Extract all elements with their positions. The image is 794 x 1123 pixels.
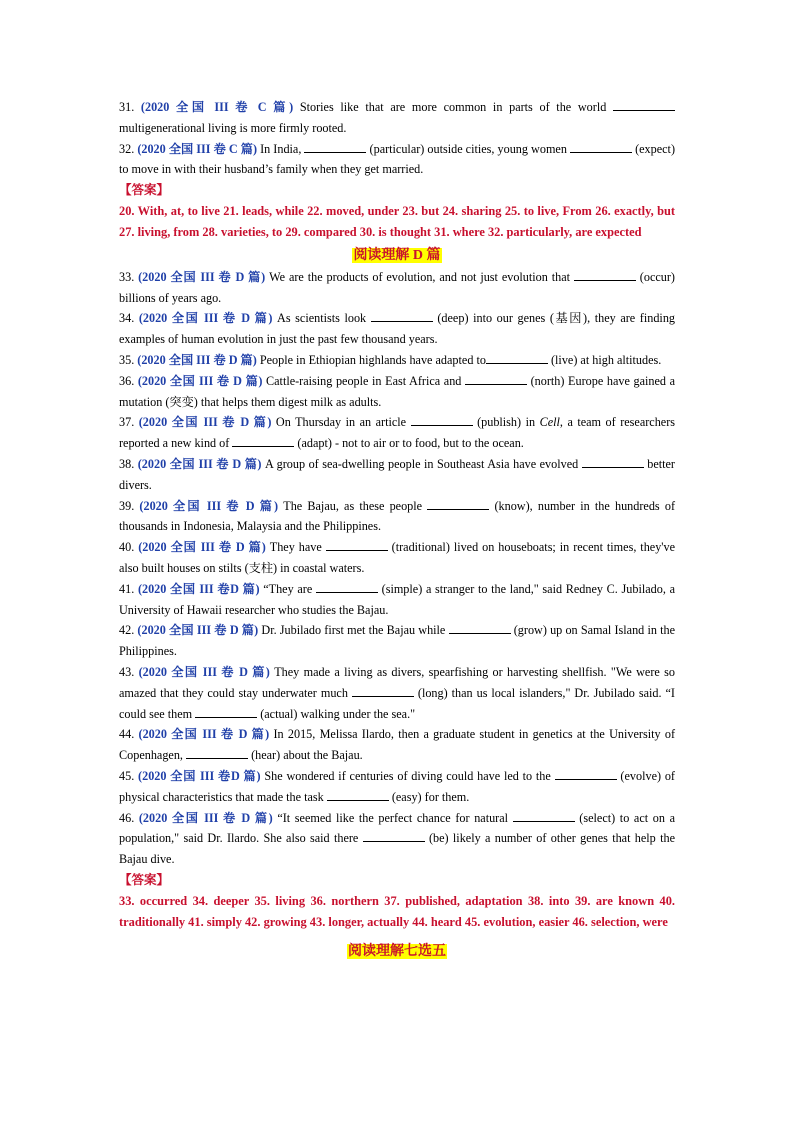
question-text: (simple) a stranger to the land," said Redney C. Jubilado, a University of Hawaii researcher who studies the Bajau. <box>119 581 675 617</box>
question-text: (actual) walking under the sea." <box>257 706 416 721</box>
question-text: On Thursday in an article <box>271 415 411 430</box>
answer-blank[interactable] <box>411 413 473 426</box>
question-31 <box>119 97 675 139</box>
question-text: (easy) for them. <box>388 789 470 804</box>
question-text: (expect) to move in with their husband’s family when they get married. <box>119 141 676 177</box>
question-text: Stories like that are more common in parts of the world <box>293 100 613 114</box>
question-number: 41. <box>119 581 135 596</box>
question-source: (2020 全国 III 卷 D 篇) <box>139 498 279 513</box>
answer-blank[interactable] <box>304 140 366 153</box>
section-title-text: 阅读理解七选五 <box>348 944 446 960</box>
question-text: (adapt) - not to air or to food, but to the ocean. <box>294 436 524 451</box>
question-43 <box>119 662 675 724</box>
question-text: , a team of researchers reported a new kind of <box>119 415 676 451</box>
question-35 <box>119 350 675 371</box>
question-source: (2020 全国 III 卷 D 篇) <box>137 623 259 638</box>
question-number: 37. <box>119 415 135 430</box>
question-text: (long) than us local islanders," Dr. Jubilado said. “I could see them <box>119 685 675 721</box>
answer-blank[interactable] <box>555 767 617 780</box>
question-text: (evolve) of physical characteristics that made the task <box>119 768 675 804</box>
answer-blank[interactable] <box>195 705 257 718</box>
question-text: “It seemed like the perfect chance for natural <box>272 810 513 825</box>
question-34 <box>119 308 675 350</box>
question-40 <box>119 537 675 579</box>
answer-blank[interactable] <box>613 98 675 111</box>
question-number: 32. <box>119 141 135 156</box>
question-number: 45. <box>119 768 135 783</box>
question-text: (live) at high altitudes. <box>547 352 662 367</box>
question-37 <box>119 412 675 454</box>
answer-label: 【答案】 <box>119 183 170 198</box>
question-text: She wondered if centuries of diving could have led to the <box>260 768 555 783</box>
question-text: (traditional) lived on houseboats; in recent times, they've also built houses on stilts (支柱) in coastal waters. <box>119 540 675 575</box>
question-text: (hear) about the Bajau. <box>248 748 363 763</box>
answer-blank[interactable] <box>232 434 294 447</box>
question-number: 38. <box>119 456 135 471</box>
question-text: (select) to act on a population," said Dr. Ilardo. She also said there <box>119 810 675 846</box>
question-source: (2020 全国 III 卷 D 篇) <box>138 540 266 555</box>
answer-key: 20. With, at, to live 21. leads, while 22. moved, under 23. but 24. sharing 25. to live, From 26. exactly, but 27. living, from 28. varieties, to 29. compared 30. is thought 31. where 32. particularly, are expected <box>119 204 675 239</box>
question-text: As scientists look <box>272 311 371 326</box>
question-41 <box>119 579 675 621</box>
section-title-seven-choose-five <box>119 940 675 962</box>
question-number: 35. <box>119 352 135 367</box>
question-source: (2020 全国 III 卷 D 篇) <box>138 269 266 284</box>
question-text: (know), number in the hundreds of thousands in Indonesia, Malaysia and the Philippines. <box>119 498 675 534</box>
answer-blank[interactable] <box>574 268 636 281</box>
answer-blank[interactable] <box>449 621 511 634</box>
question-number: 42. <box>119 623 135 638</box>
answer-blank[interactable] <box>186 746 248 759</box>
question-text: People in Ethiopian highlands have adapted to <box>256 352 486 367</box>
question-42 <box>119 620 675 662</box>
question-text: Dr. Jubilado first met the Bajau while <box>258 623 449 638</box>
question-source: (2020 全国 III 卷 D 篇) <box>138 810 273 825</box>
question-number: 33. <box>119 269 135 284</box>
question-source: (2020 全国 III 卷D 篇) <box>137 581 260 596</box>
question-number: 34. <box>119 311 135 326</box>
answer-blank[interactable] <box>352 684 414 697</box>
question-source: (2020 全国 III 卷 D 篇) <box>137 456 262 471</box>
answer-blank[interactable] <box>316 580 378 593</box>
question-text: (north) Europe have gained a mutation (突变) that helps them digest milk as adults. <box>119 373 675 409</box>
question-source: (2020 全国 III 卷 D 篇) <box>138 415 272 430</box>
question-text: (be) likely a number of other genes that help the Bajau dive. <box>119 831 675 867</box>
question-33 <box>119 267 675 309</box>
question-source: (2020 全国 III 卷 C 篇) <box>140 100 294 114</box>
answer-blank[interactable] <box>486 351 548 364</box>
question-source: (2020 全国 III 卷 D 篇) <box>138 664 270 679</box>
question-text: In 2015, Melissa Ilardo, then a graduate student in genetics at the University of Copenhagen, <box>119 727 676 763</box>
answer-blank[interactable] <box>582 455 644 468</box>
question-source: (2020 全国 III 卷 C 篇) <box>137 141 258 156</box>
answer-blank[interactable] <box>570 140 632 153</box>
question-46 <box>119 808 675 870</box>
answer-blank[interactable] <box>465 372 527 385</box>
question-text: (deep) into our genes (基因), they are finding examples of human evolution in just the past few thousand years. <box>119 311 676 347</box>
answer-blank[interactable] <box>326 538 388 551</box>
question-number: 43. <box>119 664 135 679</box>
question-source: (2020 全国 III 卷 D 篇) <box>137 352 257 367</box>
answer-blank[interactable] <box>327 788 389 801</box>
answer-blank[interactable] <box>371 309 433 322</box>
question-text: (grow) up on Samal Island in the Philippines. <box>119 623 676 659</box>
answer-blank[interactable] <box>427 497 489 510</box>
question-text: better divers. <box>119 456 675 492</box>
question-text: They have <box>265 540 326 555</box>
question-text: We are the products of evolution, and not just evolution that <box>265 269 574 284</box>
question-44 <box>119 724 675 766</box>
question-39 <box>119 496 675 538</box>
question-number: 44. <box>119 727 135 742</box>
question-text: (occur) billions of years ago. <box>119 269 675 305</box>
answer-blank[interactable] <box>363 829 425 842</box>
question-text: The Bajau, as these people <box>278 498 428 513</box>
question-32 <box>119 139 675 181</box>
question-source: (2020 全国 III 卷 D 篇) <box>138 311 273 326</box>
question-text: multigenerational living is more firmly rooted. <box>119 120 347 135</box>
question-source: (2020 全国 III 卷D 篇) <box>138 768 261 783</box>
question-text: In India, <box>257 141 305 156</box>
section-title-d <box>119 244 675 266</box>
question-text: Cattle-raising people in East Africa and <box>262 373 465 388</box>
question-source: (2020 全国 III 卷 D 篇) <box>138 727 270 742</box>
question-number: 31. <box>119 100 135 114</box>
question-text: A group of sea-dwelling people in Southeast Asia have evolved <box>261 456 582 471</box>
question-number: 46. <box>119 810 135 825</box>
question-number: 39. <box>119 498 135 513</box>
answer-label: 【答案】 <box>119 872 170 887</box>
answer-blank[interactable] <box>513 809 575 822</box>
journal-name: Cell <box>539 415 560 430</box>
question-text: (particular) outside cities, young women <box>366 141 571 156</box>
question-38 <box>119 454 675 496</box>
question-number: 40. <box>119 540 135 555</box>
question-text: They made a living as divers, spearfishing or harvesting shellfish. "We were so amazed that they could stay underwater much <box>119 664 676 700</box>
question-36 <box>119 371 675 413</box>
question-number: 36. <box>119 373 135 388</box>
question-text: “They are <box>259 581 316 596</box>
question-text: (publish) in <box>472 415 540 430</box>
question-45 <box>119 766 675 808</box>
answer-key: 33. occurred 34. deeper 35. living 36. northern 37. published, adaptation 38. into 39. are known 40. traditionally 41. simply 42. growing 43. longer, actually 44. heard 45. evolution, easier 46. selection, were <box>119 893 675 929</box>
section-title-text: 阅读理解 D 篇 <box>353 247 441 263</box>
document-page <box>119 97 675 963</box>
question-source: (2020 全国 III 卷 D 篇) <box>137 373 263 388</box>
